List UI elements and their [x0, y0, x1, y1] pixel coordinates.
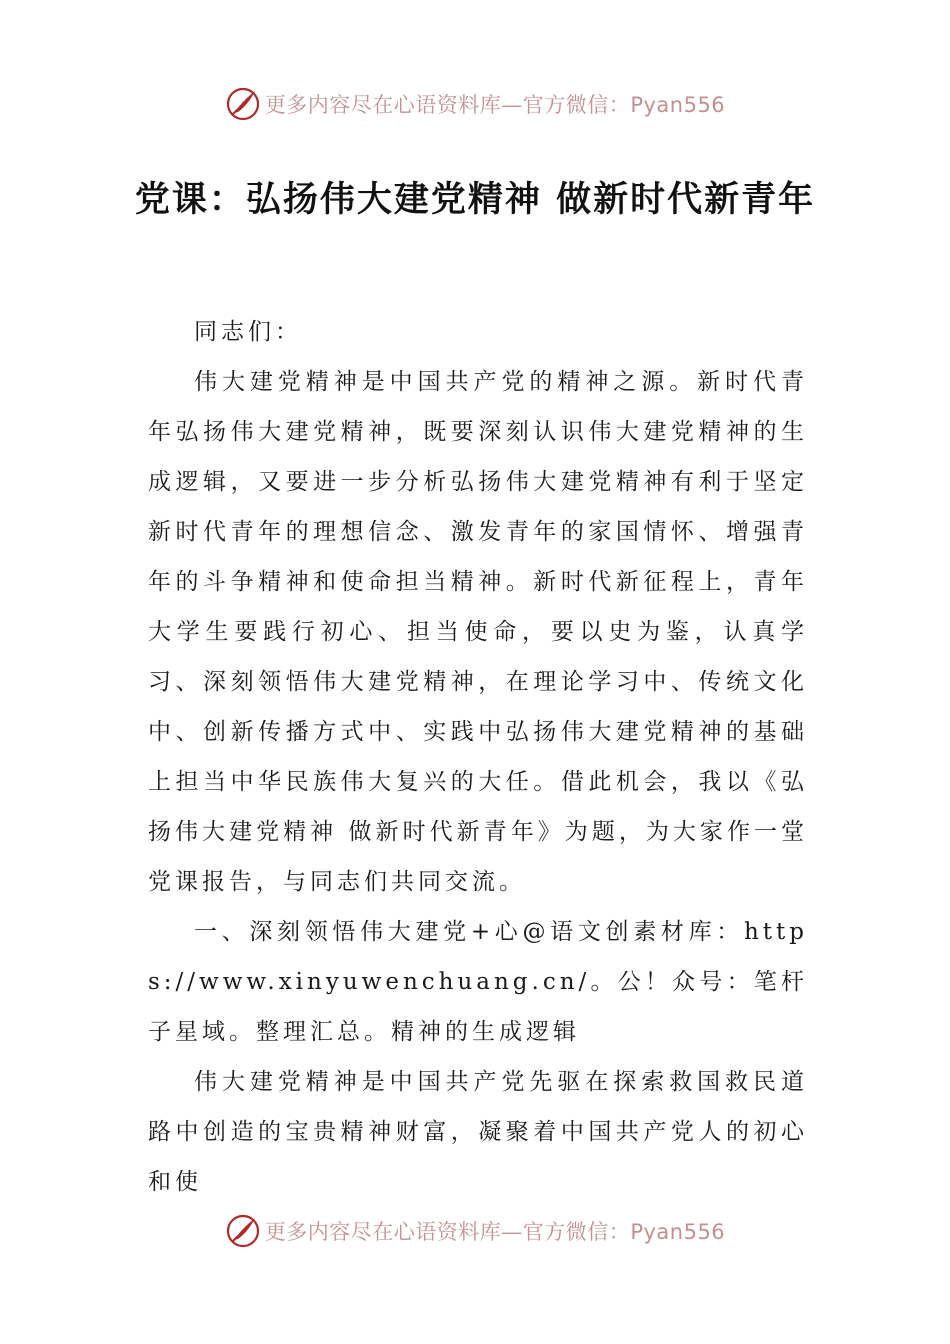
quill-logo-icon [225, 86, 261, 122]
banner-text: 更多内容尽在心语资料库—官方微信：Pyan556 [264, 1220, 726, 1244]
footer-banner [0, 1207, 950, 1255]
paragraph-body: 伟大建党精神是中国共产党先驱在探索救国救民道路中创造的宝贵精神财富，凝聚着中国共产党人的初心和使 [148, 1069, 808, 1195]
paragraph-intro: 伟大建党精神是中国共产党的精神之源。新时代青年弘扬伟大建党精神，既要深刻认识伟大建党精神的生成逻辑，又要进一步分析弘扬伟大建党精神有利于坚定新时代青年的理想信念、激发青年的家国情怀、增强青年的斗争精神和使命担当精神。新时代新征程上，青年大学生要践行初心、担当使命，要以史为鉴，认真学习、深刻领悟伟大建党精神，在理论学习中、传统文化中、创新传播方式中、实践中弘扬伟大建党精神的基础上担当中华民族伟大复兴的大任。借此机会，我以《弘扬伟大建党精神 做新时代新青年》为题，为大家作一堂党课报告，与同志们共同交流。 [148, 369, 808, 895]
quill-logo-icon [225, 1213, 261, 1249]
banner-text: 更多内容尽在心语资料库—官方微信：Pyan556 [264, 93, 726, 117]
document-body [148, 307, 808, 1207]
greeting: 同志们： [194, 319, 302, 345]
paragraph-section-heading: 一、深刻领悟伟大建党+心@语文创素材库：https://www.xinyuwenchuang.cn/。公！众号：笔杆子星域。整理汇总。精神的生成逻辑 [148, 919, 808, 1045]
header-banner [0, 80, 950, 128]
document-title: 党课：弘扬伟大建党精神 做新时代新青年 [134, 180, 816, 220]
